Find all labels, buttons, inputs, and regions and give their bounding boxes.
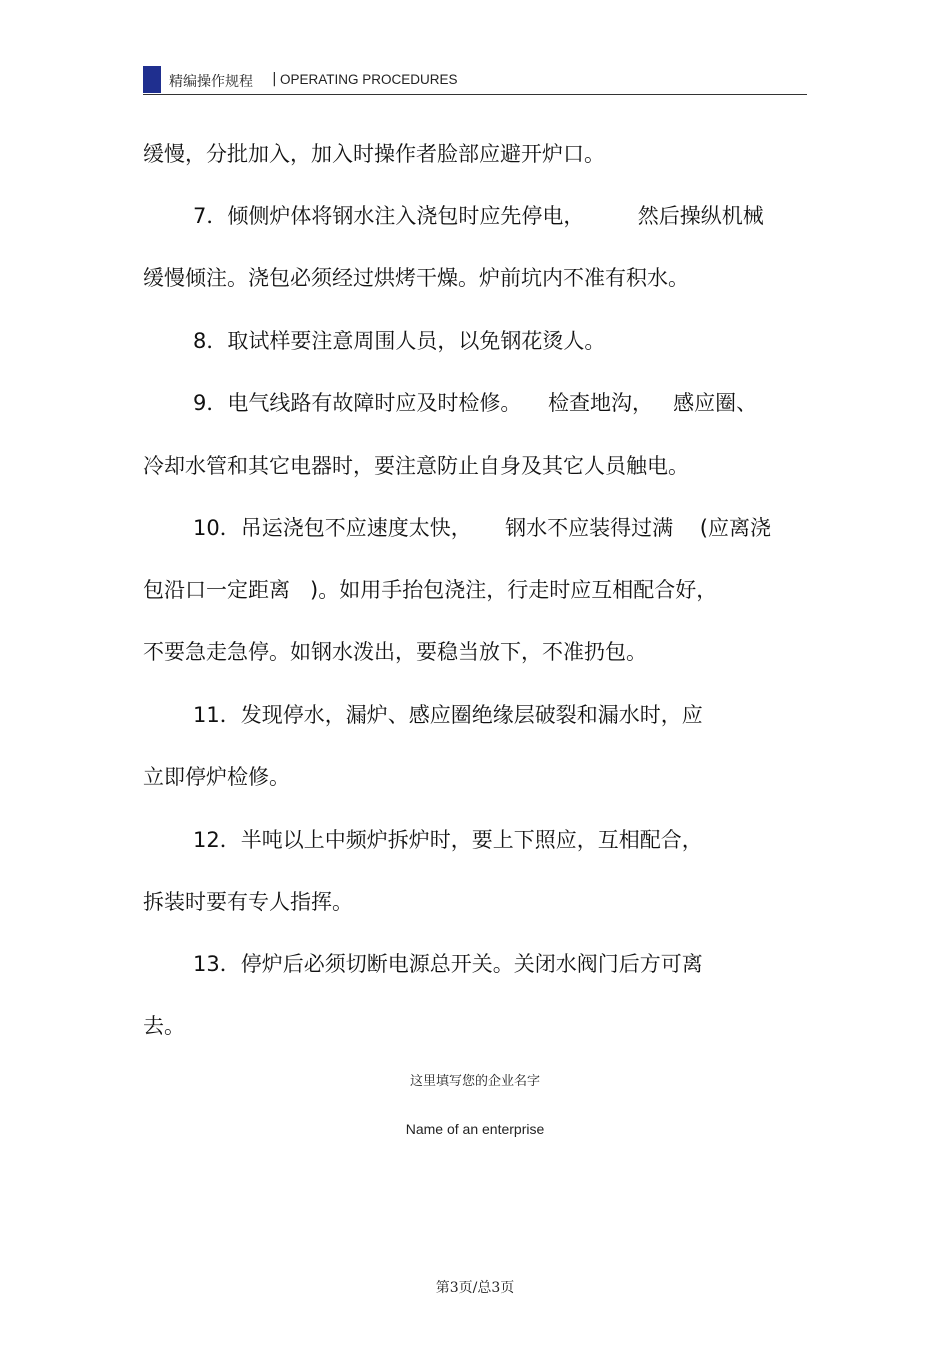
body-line: 不要急走急停。如钢水泼出，要稳当放下，不准扔包。 [143, 640, 647, 664]
enterprise-name-cn: 这里填写您的企业名字 [409, 1074, 540, 1089]
body-line: 缓慢倾注。浇包必须经过烘烤干燥。炉前坑内不准有积水。 [143, 266, 689, 290]
body-line: 7．倾侧炉体将钢水注入浇包时应先停电， 然后操纵机械 [193, 204, 764, 228]
body-line: 8．取试样要注意周围人员，以免钢花烫人。 [193, 329, 606, 353]
body-line: 11．发现停水，漏炉、感应圈绝缘层破裂和漏水时，应 [193, 703, 703, 727]
header-subtitle: OPERATING PROCEDURES [280, 72, 458, 87]
body-line: 13．停炉后必须切断电源总开关。关闭水阀门后方可离 [193, 952, 703, 976]
body-line: 立即停炉检修。 [143, 765, 290, 789]
logo-block [143, 66, 161, 93]
body-line: 9．电气线路有故障时应及时检修。 检查地沟， 感应圈、 [193, 391, 758, 415]
body-line: 去。 [143, 1014, 185, 1038]
body-line: 10．吊运浇包不应速度太快， 钢水不应装得过满 (应离浇 [193, 516, 771, 540]
enterprise-name-en: Name of an enterprise [405, 1121, 545, 1137]
page-number: 第3页/总3页 [435, 1280, 515, 1296]
header-rule [143, 94, 807, 95]
body-line: 缓慢，分批加入，加入时操作者脸部应避开炉口。 [143, 142, 605, 166]
body-line: 冷却水管和其它电器时，要注意防止自身及其它人员触电。 [143, 454, 689, 478]
body-line: 包沿口一定距离 )。如用手抬包浇注，行走时应互相配合好， [143, 578, 718, 602]
body-line: 12．半吨以上中频炉拆炉时，要上下照应，互相配合， [193, 828, 703, 852]
body-line: 拆装时要有专人指挥。 [143, 890, 353, 914]
page-header [143, 66, 807, 96]
header-divider: | [272, 71, 277, 87]
header-title: 精编操作规程 [169, 74, 253, 90]
